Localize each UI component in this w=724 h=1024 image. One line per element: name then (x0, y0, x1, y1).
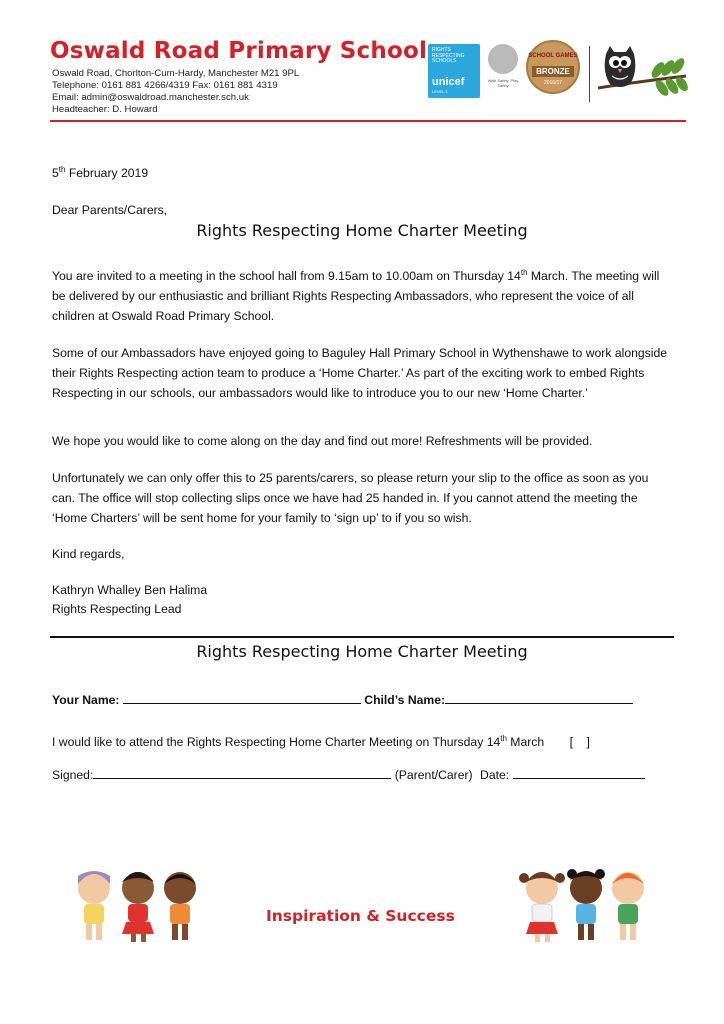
slip-separator (50, 636, 674, 638)
letter-title: Rights Respecting Home Charter Meeting (196, 221, 528, 240)
salutation: Dear Parents/Carers, (52, 203, 168, 217)
games-year: 2016/17 (543, 80, 563, 86)
name-row (52, 690, 692, 710)
walk-safely-emblem (488, 44, 518, 74)
paragraph-places: Unfortunately we can only offer this to 25 parents/carers, so please return your slip to the office as soon as you can. The office will stop collecting slips once we have had 25 handed in. If you cannot attend the meeting the ‘Home Charters’ will be sent home for your family to ‘sign up’ to if you so wish. (52, 471, 649, 525)
signer-role: Rights Respecting Lead (52, 602, 182, 616)
signed-label: Signed: (52, 768, 94, 782)
logo-divider (589, 46, 590, 102)
paragraph-refreshments: We hope you would like to come along on the day and find out more! Refreshments will be provided. (52, 434, 593, 448)
rights-respecting-level: LEVEL 1 (432, 89, 448, 94)
signer-name: Kathryn Whalley Ben Halima (52, 583, 208, 597)
signed-row (52, 765, 692, 785)
school-telephone: Telephone: 0161 881 4266/4319 Fax: 0161 881 4319 (52, 80, 278, 91)
slip-title: Rights Respecting Home Charter Meeting (196, 642, 528, 661)
closing: Kind regards, (52, 547, 125, 561)
header-divider (50, 120, 686, 122)
school-games-bronze-badge (526, 40, 580, 94)
attend-statement: I would like to attend the Rights Respecting Home Charter Meeting on Thursday 14th March (52, 734, 545, 750)
owl-icon (596, 42, 688, 106)
signature-field[interactable] (93, 766, 391, 779)
school-games-label: SCHOOL GAMES (528, 53, 578, 59)
headteacher: Headteacher: D. Howard (52, 104, 158, 115)
child-name-field[interactable] (445, 691, 633, 704)
school-motto: Inspiration & Success (266, 907, 455, 925)
school-name: Oswald Road Primary School (50, 38, 428, 64)
walk-safely-caption: Walk Safely, Play Safely (487, 78, 519, 88)
unicef-label: unicef (432, 76, 465, 88)
attend-row (52, 729, 692, 752)
attend-checkbox[interactable]: [ ] (569, 735, 590, 750)
rights-respecting-logo (428, 44, 480, 98)
school-email: Email: admin@oswaldroad.manchester.sch.uk (52, 92, 249, 103)
walk-safely-logo (486, 44, 520, 98)
school-address: Oswald Road, Chorlton-Cum-Hardy, Manchester M21 9PL (52, 68, 300, 79)
your-name-field[interactable] (123, 691, 361, 704)
parent-carer-label: (Parent/Carer) (394, 768, 473, 782)
children-group-icon (512, 862, 662, 948)
bronze-label: BRONZE (532, 66, 574, 77)
children-group-icon (64, 862, 214, 948)
your-name-label: Your Name: (52, 693, 120, 707)
date-field[interactable] (513, 766, 645, 779)
date-label: Date: (480, 768, 510, 782)
child-name-label: Child’s Name: (364, 693, 446, 707)
letter-date: 5th February 2019 (52, 165, 149, 181)
rights-respecting-label: RIGHTS RESPECTING SCHOOLS (432, 47, 465, 64)
paragraph-invitation: You are invited to a meeting in the school hall from 9.15am to 10.00am on Thursday 14th March. The meeting will be delivered by our enthusiastic and brilliant Rights Respecting Ambassadors, who represent the voice of all children at Oswald Road Primary School. (52, 268, 660, 324)
paragraph-ambassadors: Some of our Ambassadors have enjoyed going to Baguley Hall Primary School in Wythenshawe to work alongside their Rights Respecting action team to produce a ‘Home Charter.’ As part of the exciting work to embed Rights Respecting in our schools, our ambassadors would like to introduce you to our new ‘Home Charter.’ (52, 346, 668, 400)
